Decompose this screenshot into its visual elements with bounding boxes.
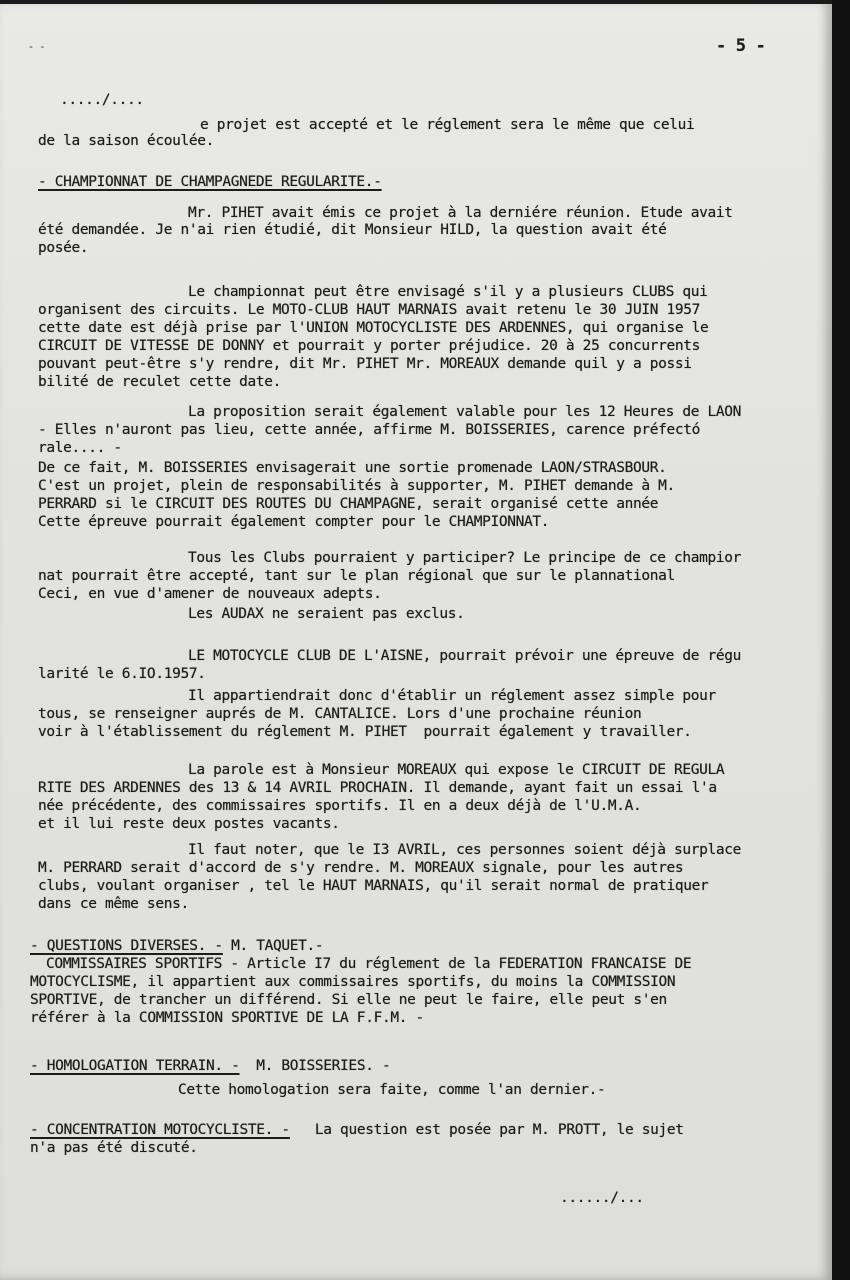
intro-line: de la saison écoulée.: [38, 133, 214, 149]
paragraph-line: RITE DES ARDENNES des 13 & 14 AVRIL PROCHAIN. Il demande, ayant fait un essai l'a: [38, 780, 717, 796]
paragraph-line: PERRARD si le CIRCUIT DES ROUTES DU CHAMPAGNE, serait organisé cette année: [38, 496, 659, 512]
top-edge: [0, 0, 850, 4]
paragraph-line: Il appartiendrait donc d'établir un réglement assez simple pour: [188, 688, 716, 704]
paragraph-line: Il faut noter, que le I3 AVRIL, ces personnes soient déjà surplace: [188, 842, 742, 858]
paragraph-line: née précédente, des commissaires sportifs. Il en a deux déjà de l'U.M.A.: [38, 798, 642, 814]
paragraph-line: Les AUDAX ne seraient pas exclus.: [188, 606, 465, 622]
heading-championnat: - CHAMPIONNAT DE CHAMPAGNEDE REGULARITE.-: [38, 174, 382, 190]
intro-line: e projet est accepté et le réglement sera le même que celui: [200, 117, 695, 133]
homologation-speaker: M. BOISSERIES. -: [239, 1058, 391, 1074]
paragraph-line: SPORTIVE, de trancher un différend. Si elle ne peut le faire, elle peut s'en: [30, 992, 667, 1008]
paragraph-line: CIRCUIT DE VITESSE DE DONNY et pourrait y porter préjudice. 20 à 25 concurrents: [38, 338, 700, 354]
paragraph-line: De ce fait, M. BOISSERIES envisagerait une sortie promenade LAON/STRASBOUR.: [38, 460, 667, 476]
paragraph-line: larité le 6.IO.1957.: [38, 666, 206, 682]
paragraph-line: La proposition serait également valable pour les 12 Heures de LAON: [188, 404, 742, 420]
homologation-heading-row: [30, 1058, 390, 1074]
heading-concentration: - CONCENTRATION MOTOCYCLISTE. -: [30, 1122, 290, 1138]
paragraph-line: Le championnat peut être envisagé s'il y a plusieurs CLUBS qui: [188, 284, 708, 300]
paragraph-line: La parole est à Monsieur MOREAUX qui expose le CIRCUIT DE REGULA: [188, 762, 725, 778]
continuation-top: ...../....: [60, 92, 144, 108]
margin-mark: - -: [28, 42, 46, 53]
paragraph-line: Cette épreuve pourrait également compter pour le CHAMPIONNAT.: [38, 514, 550, 530]
paragraph-line: M. PERRARD serait d'accord de s'y rendre. M. MOREAUX signale, pour les autres: [38, 860, 684, 876]
paragraph-line: Cette homologation sera faite, comme l'an dernier.-: [178, 1082, 606, 1098]
paragraph-line: n'a pas été discuté.: [30, 1140, 198, 1156]
paragraph-line: clubs, voulant organiser , tel le HAUT MARNAIS, qu'il serait normal de pratiquer: [38, 878, 709, 894]
paragraph-line: rale.... -: [38, 440, 122, 456]
paragraph-line: voir à l'établissement du réglement M. PIHET pourrait également y travailler.: [38, 724, 692, 740]
paragraph-line: MOTOCYCLISME, il appartient aux commissaires sportifs, du moins la COMMISSION: [30, 974, 676, 990]
paragraph-line: pouvant peut-être s'y rendre, dit Mr. PIHET Mr. MOREAUX demande quil y a possi: [38, 356, 692, 372]
paragraph-line: nat pourrait être accepté, tant sur le plan régional que sur le plannational: [38, 568, 675, 584]
concentration-heading-row: [30, 1122, 684, 1138]
paragraph-line: Ceci, en vue d'amener de nouveaux adepts.: [38, 586, 382, 602]
paragraph-line: Mr. PIHET avait émis ce projet à la derniére réunion. Etude avait: [188, 205, 733, 221]
paragraph-line: bilité de reculet cette date.: [38, 374, 282, 390]
paragraph-line: référer à la COMMISSION SPORTIVE DE LA F.F.M. -: [30, 1010, 424, 1026]
paragraph-line: COMMISSAIRES SPORTIFS - Article I7 du réglement de la FEDERATION FRANCAISE DE: [46, 956, 692, 972]
paragraph-line: C'est un projet, plein de responsabilités à supporter, M. PIHET demande à M.: [38, 478, 675, 494]
paragraph-line: Tous les Clubs pourraient y participer? Le principe de ce champior: [188, 550, 742, 566]
scan-edge-shadow: [832, 0, 850, 1280]
questions-heading-row: [30, 938, 323, 954]
heading-questions: - QUESTIONS DIVERSES. -: [30, 938, 223, 954]
paragraph-line: et il lui reste deux postes vacants.: [38, 816, 340, 832]
paragraph-line: organisent des circuits. Le MOTO-CLUB HAUT MARNAIS avait retenu le 30 JUIN 1957: [38, 302, 700, 318]
page-number: - 5 -: [716, 36, 766, 56]
paragraph-line: été demandée. Je n'ai rien étudié, dit Monsieur HILD, la question avait été: [38, 222, 667, 238]
continuation-bottom: ....../...: [560, 1190, 644, 1206]
heading-homologation: - HOMOLOGATION TERRAIN. -: [30, 1058, 240, 1074]
questions-speaker: M. TAQUET.-: [222, 938, 324, 954]
paragraph-line: dans ce même sens.: [38, 896, 189, 912]
paragraph-line: - Elles n'auront pas lieu, cette année, affirme M. BOISSERIES, carence préfectó: [38, 422, 700, 438]
paragraph-line: cette date est déjà prise par l'UNION MOTOCYCLISTE DES ARDENNES, qui organise le: [38, 320, 709, 336]
paragraph-line: tous, se renseigner auprés de M. CANTALICE. Lors d'une prochaine réunion: [38, 706, 642, 722]
paragraph-line: LE MOTOCYCLE CLUB DE L'AISNE, pourrait prévoir une épreuve de régu: [188, 648, 742, 664]
concentration-line: La question est posée par M. PROTT, le sujet: [289, 1122, 684, 1138]
paragraph-line: posée.: [38, 240, 89, 256]
